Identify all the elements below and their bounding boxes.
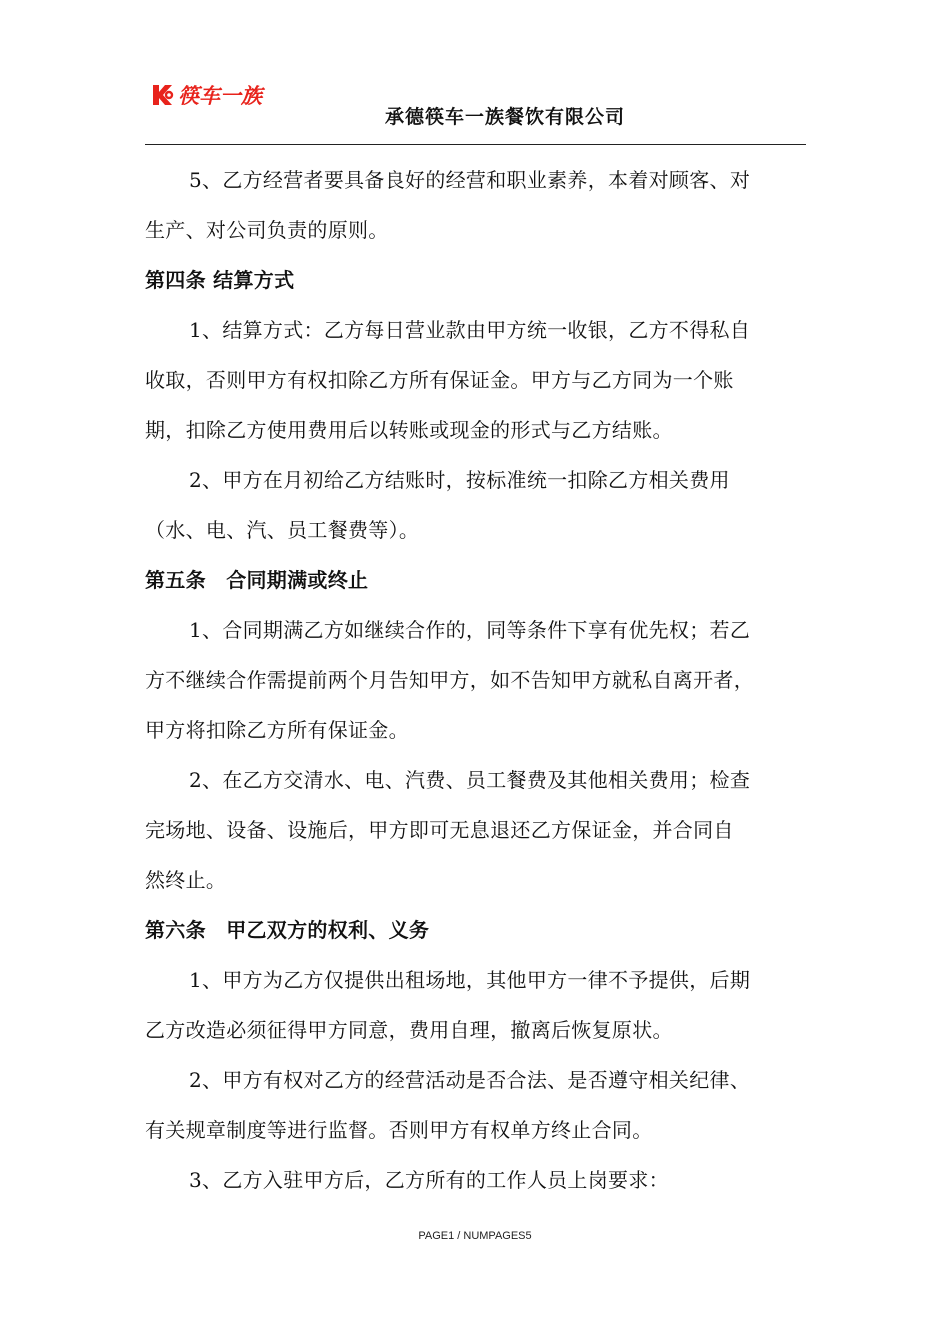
- text-line: 1、合同期满乙方如继续合作的，同等条件下享有优先权；若乙: [189, 618, 751, 642]
- text-line: 2、甲方在月初给乙方结账时，按标准统一扣除乙方相关费用: [189, 468, 730, 492]
- text-line: 然终止。: [145, 868, 227, 892]
- section-heading: 第四条 结算方式: [145, 268, 295, 292]
- text-line: 生产、对公司负责的原则。: [145, 218, 389, 242]
- text-line: 完场地、设备、设施后，甲方即可无息退还乙方保证金，并合同自: [145, 818, 734, 842]
- text-line: 收取，否则甲方有权扣除乙方所有保证金。甲方与乙方同为一个账: [145, 368, 734, 392]
- company-logo: [150, 80, 262, 110]
- text-line: 乙方改造必须征得甲方同意，费用自理，撤离后恢复原状。: [145, 1018, 673, 1042]
- logo-mark-icon: [150, 82, 176, 108]
- header-divider: [145, 144, 806, 145]
- text-line: 期，扣除乙方使用费用后以转账或现金的形式与乙方结账。: [145, 418, 673, 442]
- document-body: [145, 155, 807, 1205]
- page-number-footer: PAGE1 / NUMPAGES5: [418, 1230, 532, 1242]
- text-line: 1、结算方式：乙方每日营业款由甲方统一收银，乙方不得私自: [189, 318, 751, 342]
- text-line: 有关规章制度等进行监督。否则甲方有权单方终止合同。: [145, 1118, 653, 1142]
- section-heading: 第五条 合同期满或终止: [145, 568, 369, 592]
- logo-text: 筷车一族: [178, 84, 262, 108]
- text-line: 1、甲方为乙方仅提供出租场地，其他甲方一律不予提供，后期: [189, 968, 751, 992]
- section-heading: 第六条 甲乙双方的权利、义务: [145, 918, 430, 942]
- text-line: 2、甲方有权对乙方的经营活动是否合法、是否遵守相关纪律、: [189, 1068, 751, 1092]
- text-line: （水、电、汽、员工餐费等）。: [145, 518, 420, 542]
- text-line: 3、乙方入驻甲方后，乙方所有的工作人员上岗要求：: [189, 1168, 669, 1192]
- company-name: 承德筷车一族餐饮有限公司: [385, 106, 626, 128]
- text-line: 5、乙方经营者要具备良好的经营和职业素养，本着对顾客、对: [189, 168, 751, 192]
- text-line: 甲方将扣除乙方所有保证金。: [145, 718, 409, 742]
- text-line: 2、在乙方交清水、电、汽费、员工餐费及其他相关费用；检查: [189, 768, 751, 792]
- text-line: 方不继续合作需提前两个月告知甲方，如不告知甲方就私自离开者，: [145, 668, 754, 692]
